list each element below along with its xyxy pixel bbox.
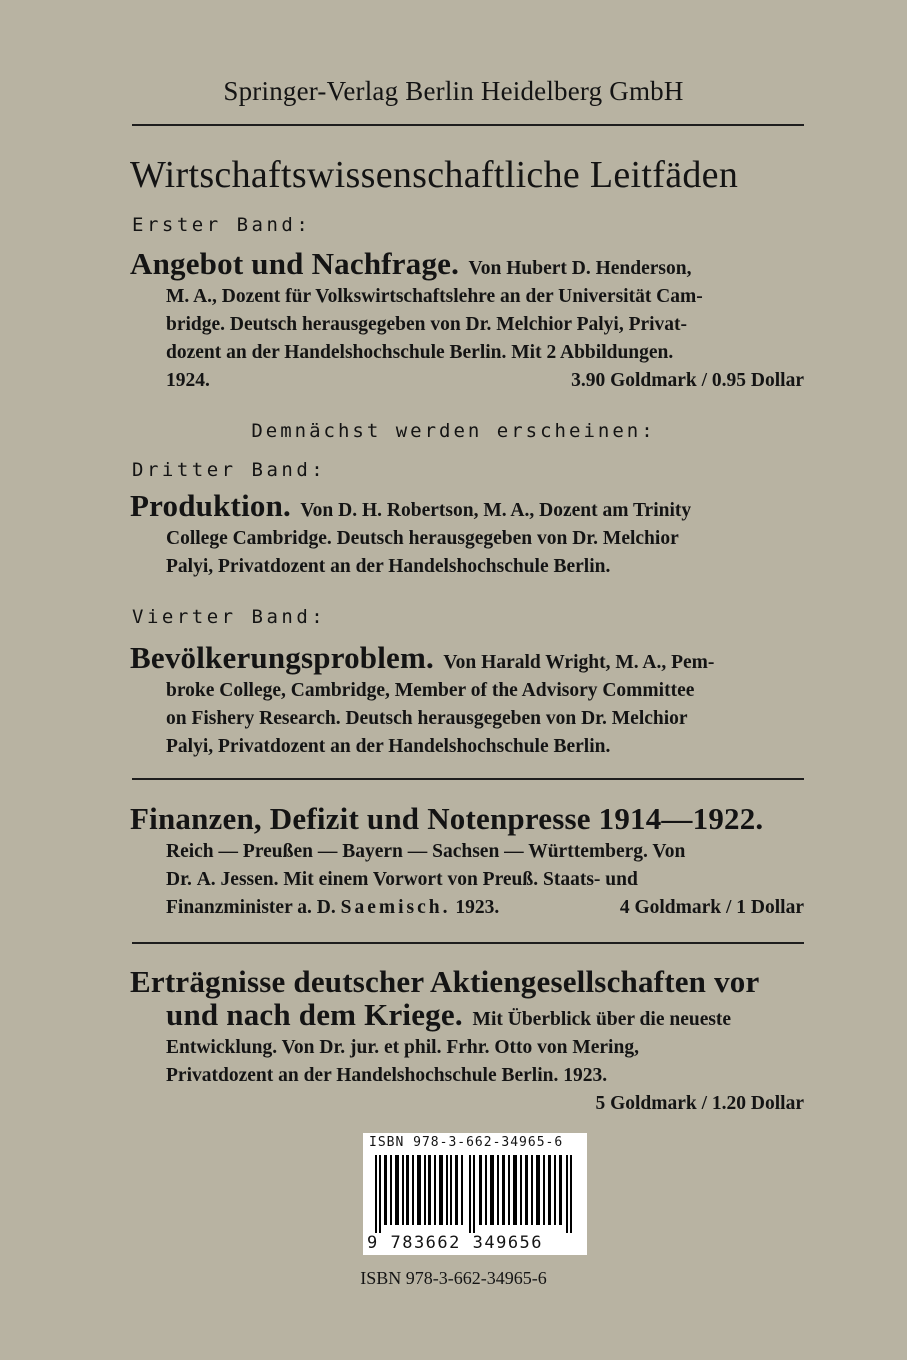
band4-author: Harald Wright,: [481, 652, 611, 673]
section-rule-1: [132, 778, 804, 780]
band3-von: Von: [300, 500, 334, 521]
series-title: Wirtschaftswissenschaftliche Leitfäden: [130, 154, 739, 196]
ertraegnisse-author: Otto von Mering,: [494, 1037, 639, 1058]
ertraegnisse-line4: Privatdozent an der Handelshochschule Berlin. 1923.: [166, 1065, 608, 1086]
band1-von: Von: [468, 258, 502, 279]
band3-label: Dritter Band:: [132, 459, 327, 481]
band1-price: 3.90 Goldmark / 0.95 Dollar: [571, 370, 804, 391]
ertraegnisse-line3a: Entwicklung. Von Dr. jur. et phil. Frhr.: [166, 1037, 490, 1058]
finanzen-line2: Reich — Preußen — Bayern — Sachsen — Württemberg. Von: [166, 841, 686, 862]
band1-line3c: Privat-: [628, 314, 688, 335]
band4-line1rest: M. A., Pem-: [615, 652, 715, 673]
band1-label: Erster Band:: [132, 214, 312, 236]
section-rule-2: [132, 942, 804, 944]
ertraegnisse-price: 5 Goldmark / 1.20 Dollar: [595, 1093, 804, 1114]
ertraegnisse-line2rest: Mit Überblick über die neueste: [472, 1009, 732, 1030]
finanzen-price: 4 Goldmark / 1 Dollar: [619, 897, 804, 918]
finanzen-entry: [130, 801, 804, 922]
band3-editor-last: Palyi,: [166, 556, 214, 577]
forthcoming-label: Demnächst werden erscheinen:: [251, 420, 656, 442]
band1-line3a: bridge. Deutsch herausgegeben von Dr.: [166, 314, 492, 335]
band1-line2: M. A., Dozent für Volkswirtschaftslehre an der Universität Cam-: [166, 286, 703, 307]
ertraegnisse-entry: [130, 964, 804, 1118]
barcode: [363, 1133, 587, 1255]
band4-von: Von: [443, 652, 477, 673]
band1-year: 1924.: [166, 370, 210, 391]
band4-label: Vierter Band:: [132, 606, 327, 628]
finanzen-line3a: Dr.: [166, 869, 192, 890]
finanzen-author: A. Jessen.: [196, 869, 279, 890]
finanzen-title: Finanzen, Defizit und Notenpresse 1914—1922.: [130, 801, 764, 836]
band4-editor-first: Melchior: [611, 708, 688, 729]
finanzen-year: 1923.: [455, 897, 500, 918]
barcode-isbn-label: ISBN 978-3-662-34965-6: [369, 1135, 564, 1150]
barcode-digits: 9 783662 349656: [367, 1233, 544, 1253]
ertraegnisse-title1: Erträgnisse deutscher Aktiengesellschaften vor: [130, 964, 760, 999]
barcode-bars: [369, 1155, 581, 1233]
band4-line2: broke College, Cambridge, Member of the Advisory Committee: [166, 680, 695, 701]
band1-entry: [130, 246, 804, 395]
finanzen-line3c: Mit einem Vorwort von Preuß. Staats- und: [283, 869, 638, 890]
band4-entry: [130, 640, 804, 761]
band1-editor: Melchior Palyi,: [496, 314, 624, 335]
band1-author: Hubert D. Henderson,: [506, 258, 692, 279]
band3-author: D. H. Robertson,: [338, 500, 479, 521]
publisher-name: Springer-Verlag Berlin Heidelberg GmbH: [223, 76, 684, 106]
band3-line2a: College Cambridge. Deutsch herausgegeben von Dr.: [166, 528, 599, 549]
finanzen-line4a: Finanzminister a. D.: [166, 897, 336, 918]
finanzen-foreword-author: Saemisch.: [340, 897, 451, 918]
band3-entry: [130, 488, 804, 581]
isbn-text: ISBN 978-3-662-34965-6: [360, 1268, 547, 1288]
band1-line4: dozent an der Handelshochschule Berlin. Mit 2 Abbildungen.: [166, 342, 674, 363]
band4-line4b: Privatdozent an der Handelshochschule Berlin.: [218, 736, 611, 757]
band4-title: Bevölkerungsproblem.: [130, 640, 434, 675]
band4-editor-last: Palyi,: [166, 736, 214, 757]
ertraegnisse-title2: und nach dem Kriege.: [166, 997, 463, 1032]
top-rule: [132, 124, 804, 126]
band3-line1rest: M. A., Dozent am Trinity: [483, 500, 692, 521]
band1-title: Angebot und Nachfrage.: [130, 246, 460, 281]
band3-editor-first: Melchior: [602, 528, 679, 549]
band3-line3b: Privatdozent an der Handelshochschule Berlin.: [218, 556, 611, 577]
band4-line3a: on Fishery Research. Deutsch herausgegeben von Dr.: [166, 708, 607, 729]
band3-title: Produktion.: [130, 488, 291, 523]
